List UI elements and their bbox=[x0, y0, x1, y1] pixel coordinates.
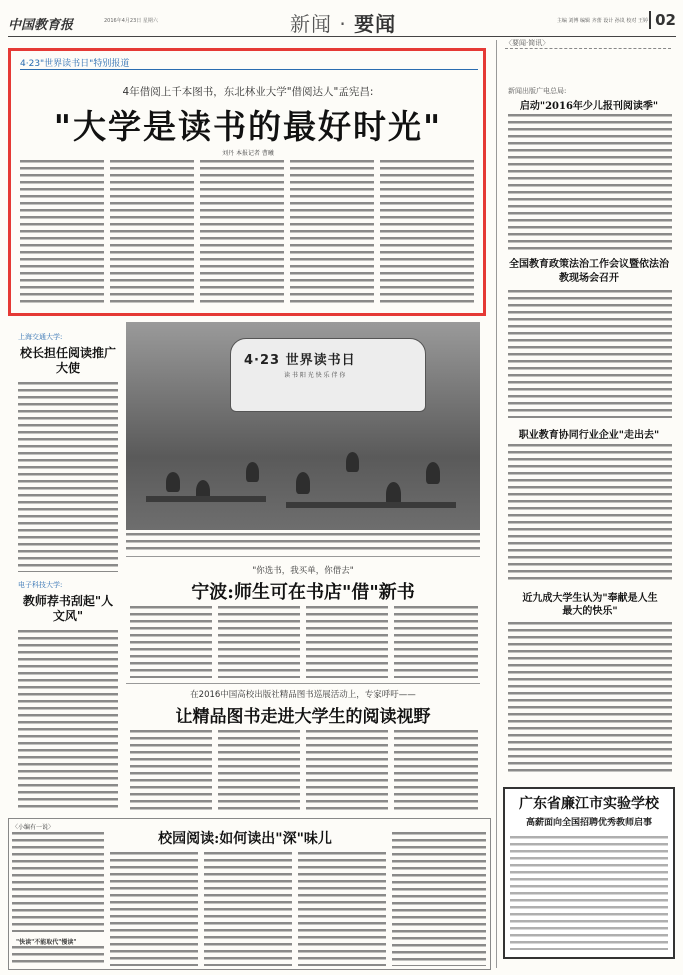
quality-headline: 让精品图书走进大学生的阅读视野 bbox=[175, 707, 431, 727]
sidebar-item2-title: 全国教育政策法治工作会议暨依法治教现场会召开 bbox=[509, 259, 669, 284]
bus-banner-text: 4·23 世界读书日 bbox=[244, 353, 356, 368]
story-tag: 4·23"世界读书日"特别报道 bbox=[20, 56, 478, 70]
article-column bbox=[200, 160, 284, 306]
sidebar-text bbox=[508, 622, 672, 776]
story2-text bbox=[18, 630, 118, 812]
newspaper-logo: 中国教育报 bbox=[8, 18, 74, 33]
ningbo-text bbox=[218, 606, 300, 678]
bottom-story-text bbox=[12, 832, 104, 932]
bottom-story-text bbox=[12, 946, 104, 966]
quality-text bbox=[306, 730, 388, 812]
sidebar-item1-title: 启动"2016年少儿报刊阅读季" bbox=[519, 101, 659, 112]
ningbo-headline: 宁波:师生可在书店"借"新书 bbox=[191, 582, 415, 603]
ningbo-text bbox=[394, 606, 478, 678]
section-name: 要闻 bbox=[354, 12, 397, 36]
child-figure bbox=[346, 452, 359, 472]
child-figure bbox=[296, 472, 310, 494]
ningbo-text bbox=[306, 606, 388, 678]
quality-text bbox=[130, 730, 212, 812]
top-story-subhead: 4年借阅上千本图书，东北林业大学"借阅达人"孟宪昌: bbox=[122, 86, 374, 98]
bottom-story-headline: 校园阅读:如何读出"深"味儿 bbox=[158, 831, 332, 847]
section-title bbox=[290, 8, 396, 37]
divider bbox=[126, 683, 480, 684]
quality-kicker: 在2016中国高校出版社精品图书巡展活动上，专家呼吁—— bbox=[190, 690, 416, 700]
article-column bbox=[290, 160, 374, 306]
table bbox=[146, 496, 266, 502]
bottom-story-text bbox=[392, 832, 486, 966]
table bbox=[286, 502, 456, 508]
sidebar-text bbox=[508, 444, 672, 580]
child-figure bbox=[246, 462, 259, 482]
story2-title: 教师荐书刮起"人文风" bbox=[22, 594, 114, 623]
bus-slogan: 读 书 阳 光 快 乐 伴 你 bbox=[284, 372, 346, 379]
sidebar-item3-title: 职业教育协同行业企业"走出去" bbox=[518, 430, 660, 441]
ad-subtitle: 高薪面向全国招聘优秀教师启事 bbox=[525, 818, 652, 828]
sidebar-text bbox=[508, 114, 672, 252]
sidebar-tag: 〈要闻·简讯〉 bbox=[505, 38, 671, 49]
bottom-story-text bbox=[298, 852, 386, 966]
bottom-story-label: 〈小编有一说〉 bbox=[12, 824, 55, 831]
photo-caption bbox=[126, 533, 480, 551]
editor-credits: 主编 刘博 编辑 齐蕾 设计 孙岚 校对 王婷 bbox=[556, 18, 648, 24]
quality-text bbox=[394, 730, 478, 812]
article-column bbox=[380, 160, 474, 306]
ningbo-kicker: "你选书，我买单，你借去" bbox=[252, 566, 354, 576]
divider bbox=[126, 556, 480, 557]
story2-intro: 电子科技大学: bbox=[18, 581, 63, 589]
sidebar-text bbox=[508, 290, 672, 418]
ningbo-text bbox=[130, 606, 212, 678]
bottom-story-text bbox=[204, 852, 292, 966]
sidebar-item4-title: 近九成大学生认为"奉献是人生最大的快乐" bbox=[522, 593, 658, 617]
story1-text bbox=[18, 382, 118, 572]
top-story-headline: "大学是读书的最好时光" bbox=[53, 107, 443, 146]
masthead bbox=[8, 6, 676, 37]
issue-date: 2016年4月23日 星期六 bbox=[104, 18, 158, 24]
story1-title: 校长担任阅读推广大使 bbox=[19, 346, 116, 375]
bottom-story-text bbox=[110, 852, 198, 966]
ad-title: 广东省廉江市实验学校 bbox=[519, 796, 659, 812]
article-column bbox=[20, 160, 104, 306]
sidebar-item1-intro: 新闻出版广电总局: bbox=[508, 87, 567, 95]
child-figure bbox=[166, 472, 180, 492]
story1-intro: 上海交通大学: bbox=[18, 333, 63, 341]
ad-body bbox=[510, 836, 668, 950]
top-story-byline: 刘丹 本报记者 曹曦 bbox=[222, 150, 274, 157]
quality-text bbox=[218, 730, 300, 812]
page-number: 02 bbox=[649, 11, 676, 29]
article-column bbox=[110, 160, 194, 306]
section-prefix: 新闻 · bbox=[290, 12, 355, 36]
column-divider bbox=[496, 40, 497, 968]
child-figure bbox=[426, 462, 440, 484]
bottom-story-sublabel: "快读"不能取代"慢读" bbox=[16, 939, 77, 946]
